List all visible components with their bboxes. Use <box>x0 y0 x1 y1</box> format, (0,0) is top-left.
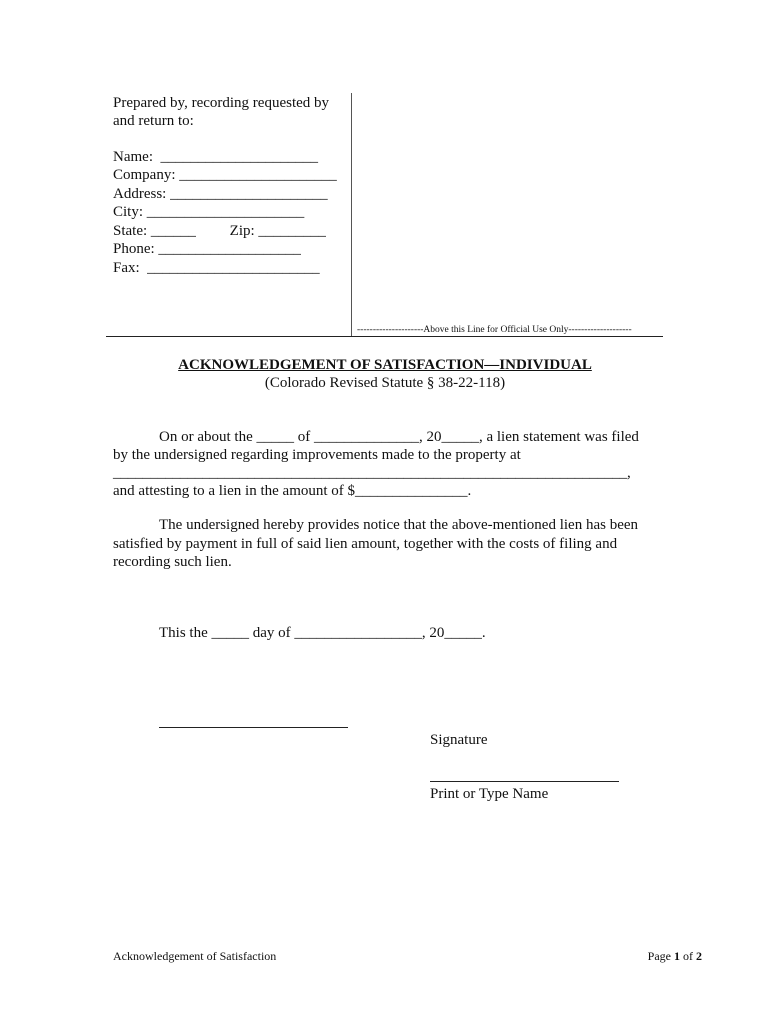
p2-line-2: satisfied by payment in full of said lien amount, together with the costs of filing and <box>113 536 618 552</box>
title-text: ACKNOWLEDGEMENT OF SATISFACTION—INDIVIDUAL <box>178 357 592 373</box>
phone-field[interactable]: Phone: ___________________ <box>113 241 301 257</box>
property-address-field[interactable]: _____________________________________________________________________, <box>113 465 631 481</box>
page-of: of <box>680 949 696 963</box>
official-use-label: ---------------------Above this Line for Official Use Only-------------------- <box>357 325 632 335</box>
fax-field[interactable]: Fax: _______________________ <box>113 260 320 276</box>
city-field[interactable]: City: _____________________ <box>113 204 305 220</box>
prepared-by-line-1: Prepared by, recording requested by <box>113 95 330 111</box>
document-title <box>0 356 770 374</box>
page-current: 1 <box>674 949 680 963</box>
signature-line[interactable] <box>159 727 348 728</box>
vertical-divider <box>351 93 352 337</box>
company-field[interactable]: Company: _____________________ <box>113 167 337 183</box>
p1-line-2: by the undersigned regarding improvements made to the property at <box>113 447 521 463</box>
address-field[interactable]: Address: _____________________ <box>113 186 328 202</box>
p2-line-1: The undersigned hereby provides notice that the above-mentioned lien has been <box>159 517 639 533</box>
date-line: This the _____ day of _________________, 20_____. <box>159 625 486 641</box>
p2-line-3: recording such lien. <box>113 554 232 570</box>
page-prefix: Page <box>647 949 674 963</box>
prepared-by-line-2: and return to: <box>113 113 194 129</box>
signature-label: Signature <box>430 732 488 748</box>
footer-title: Acknowledgement of Satisfaction <box>113 949 277 963</box>
horizontal-divider <box>106 336 663 337</box>
print-name-label: Print or Type Name <box>430 786 549 802</box>
p1-line-1: On or about the _____ of ______________, 20_____, a lien statement was filed <box>159 429 639 445</box>
lien-amount-line: and attesting to a lien in the amount of $_______________. <box>113 483 472 499</box>
state-zip-field[interactable]: State: ______ Zip: _________ <box>113 223 326 239</box>
page-total: 2 <box>696 949 702 963</box>
page-number <box>648 949 702 964</box>
print-name-line[interactable] <box>430 781 619 782</box>
document-subtitle: (Colorado Revised Statute § 38-22-118) <box>264 375 506 391</box>
name-field[interactable]: Name: _____________________ <box>113 149 318 165</box>
